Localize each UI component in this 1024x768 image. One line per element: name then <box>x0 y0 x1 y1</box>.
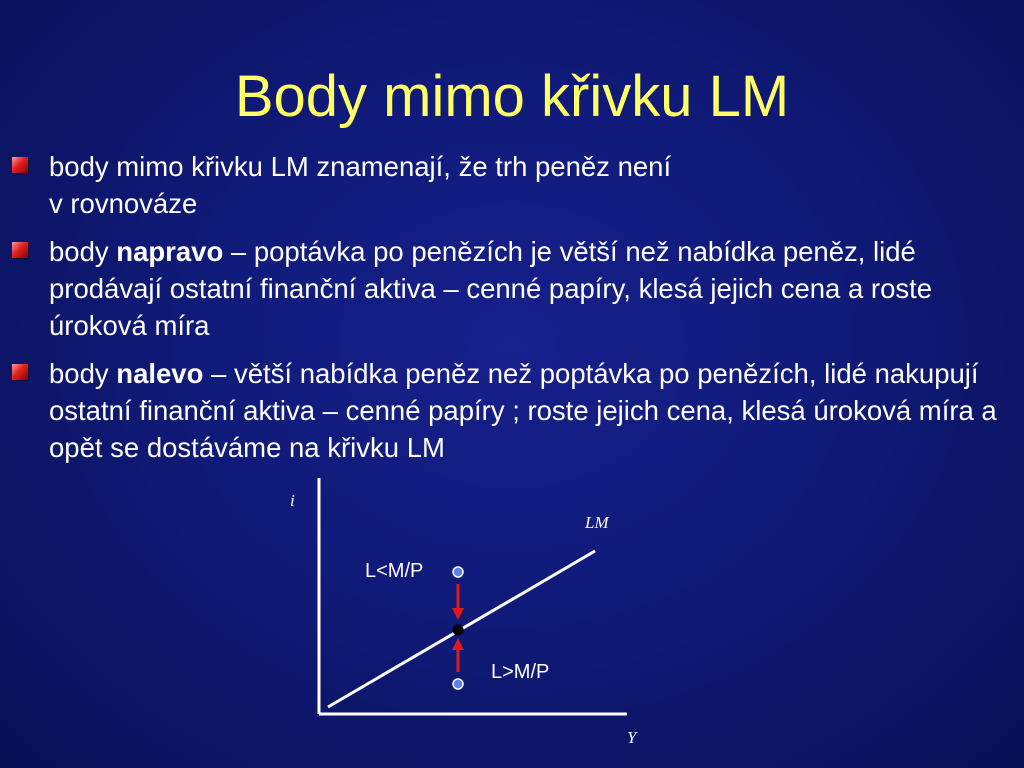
bullet-1-text: body mimo křivku LM znamenají, že trh peněz není <box>49 151 672 182</box>
slide-title: Body mimo křivku LM <box>234 64 790 129</box>
bullet-2-bold: napravo <box>116 236 224 267</box>
lm-curve-label: LM <box>585 513 609 532</box>
bullet-3-prefix: body <box>49 358 117 389</box>
equilibrium-point <box>453 625 464 636</box>
bullet-3-bold: nalevo <box>116 358 204 389</box>
bullet-2-prefix: body <box>49 236 117 267</box>
x-axis-label: Y <box>627 728 637 747</box>
bullet-3-rest: – větší nabídka peněz než poptávka po penězích, lidé nakupují ostatní finanční aktiva – cenné papíry ; roste jejich cena, klesá úroková míra a opět se dostáváme na křivku LM <box>49 358 997 463</box>
y-axis-label: i <box>290 491 295 510</box>
point-above-label: L<M/P <box>365 560 424 582</box>
point-below-label: L>M/P <box>491 661 550 683</box>
bullet-2-rest: – poptávka po penězích je větší než nabídka peněz, lidé prodávají ostatní finanční aktiva – cenné papíry, klesá jejich cena a roste úroková míra <box>49 236 933 341</box>
point-above <box>453 567 463 577</box>
bullet-1-line2: v rovnováze <box>49 188 198 219</box>
point-below <box>453 679 463 689</box>
